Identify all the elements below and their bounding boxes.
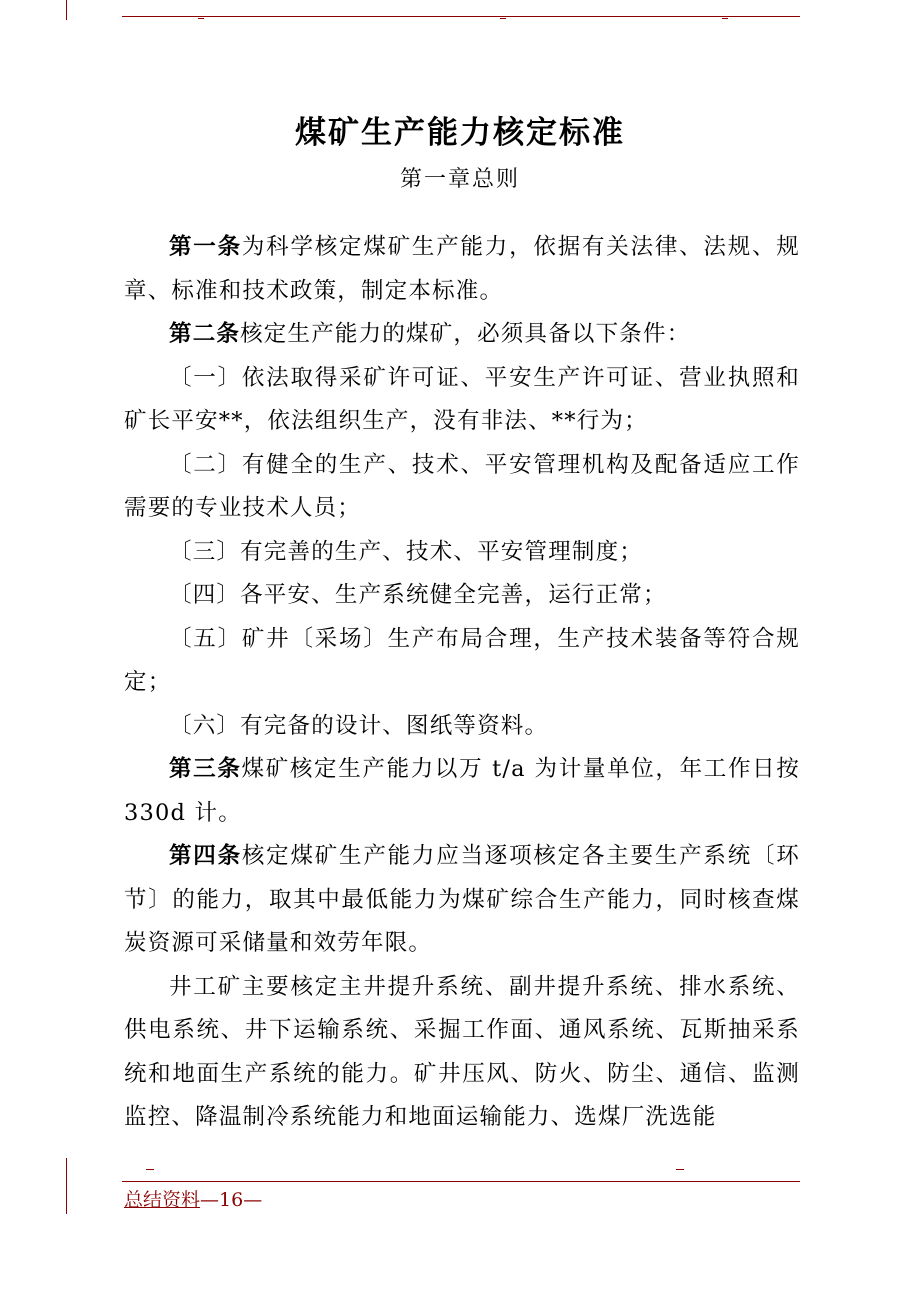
- page-number: —16—: [200, 1189, 263, 1211]
- paragraph-text: 煤矿核定生产能力以万 t/a 为计量单位，年工作日按 330d 计。: [124, 756, 800, 826]
- paragraph-text: 〔三〕有完善的生产、技术、平安管理制度；: [169, 538, 644, 565]
- paragraph: [124, 226, 800, 313]
- header-mark: [500, 18, 506, 19]
- footer: [124, 1188, 262, 1212]
- paragraph: [124, 574, 800, 618]
- paragraph: [124, 357, 800, 444]
- left-margin-line-top: [66, 0, 67, 20]
- footer-label: 总结资料: [124, 1189, 201, 1211]
- paragraph: [124, 748, 800, 835]
- header-rule: [122, 16, 800, 17]
- paragraph-text: 核定生产能力的煤矿，必须具备以下条件：: [240, 321, 691, 347]
- footer-mark: [676, 1169, 684, 1170]
- left-margin-line-bottom: [66, 1158, 67, 1214]
- paragraph-text: 〔四〕各平安、生产系统健全完善，运行正常；: [169, 582, 667, 608]
- footer-mark: [146, 1169, 154, 1170]
- header-mark: [722, 18, 728, 19]
- paragraph: [124, 835, 800, 966]
- paragraph: [124, 705, 800, 749]
- footer-rule: [122, 1181, 800, 1182]
- paragraph-text: 〔一〕依法取得采矿许可证、平安生产许可证、营业执照和矿长平安**，依法组织生产，没有非法、**行为；: [124, 364, 800, 434]
- article-lead: 第四条: [169, 843, 242, 869]
- header-mark: [198, 18, 204, 19]
- paragraph-text: 〔六〕有完备的设计、图纸等资料。: [169, 712, 549, 739]
- paragraph-text: 为科学核定煤矿生产能力，依据有关法律、法规、规章、标准和技术政策，制定本标准。: [124, 234, 800, 304]
- paragraph-text: 核定煤矿生产能力应当逐项核定各主要生产系统〔环节〕的能力，取其中最低能力为煤矿综合生产能力，同时核查煤炭资源可采储量和效劳年限。: [124, 843, 800, 956]
- paragraph: [124, 966, 800, 1140]
- article-lead: 第一条: [169, 234, 242, 260]
- document-title: 煤矿生产能力核定标准: [295, 115, 625, 151]
- chapter-heading: 第一章总则: [399, 167, 520, 192]
- paragraph-text: 井工矿主要核定主井提升系统、副井提升系统、排水系统、供电系统、井下运输系统、采掘工作面、通风系统、瓦斯抽采系统和地面生产系统的能力。矿井压风、防火、防尘、通信、监测监控、降温制冷系统能力和地面运输能力、选煤厂洗选能: [124, 973, 800, 1130]
- paragraph-text: 〔二〕有健全的生产、技术、平安管理机构及配备适应工作需要的专业技术人员；: [124, 451, 800, 521]
- paragraph: [124, 618, 800, 705]
- article-lead: 第二条: [169, 321, 241, 347]
- paragraph: [124, 313, 800, 357]
- paragraph: [124, 444, 800, 531]
- article-lead: 第三条: [169, 756, 242, 782]
- document-body: [124, 226, 800, 1140]
- paragraph-text: 〔五〕矿井〔采场〕生产布局合理，生产技术装备等符合规定；: [124, 625, 800, 695]
- paragraph: [124, 531, 800, 575]
